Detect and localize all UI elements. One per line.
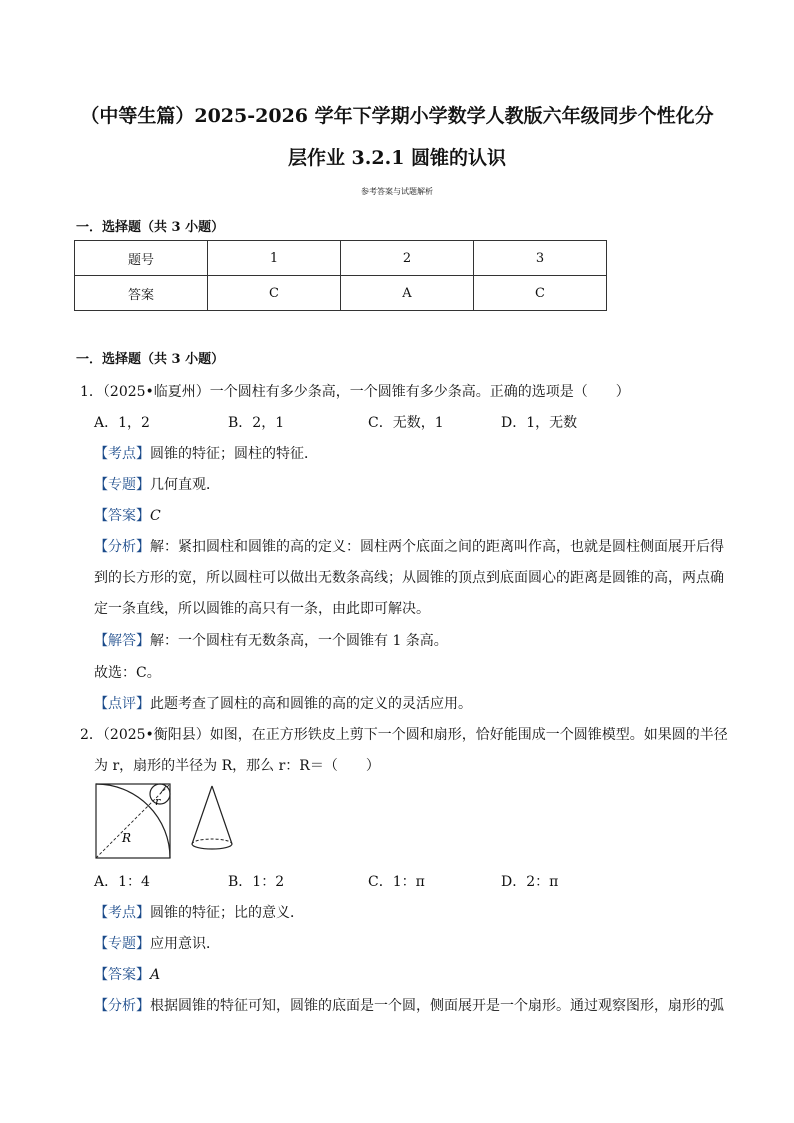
q1-stem: 1．（2025•临夏州）一个圆柱有多少条高，一个圆锥有多少条高。正确的选项是（ ） <box>80 384 630 400</box>
cone-base-front <box>192 844 232 849</box>
label-R: R <box>122 831 132 845</box>
q2-option-c: C．1：π <box>368 874 425 890</box>
q1-fenxi-line-2: 到的长方形的宽，所以圆柱可以做出无数条高线；从圆锥的顶点到底面圆心的距离是圆锥的高，两点确 <box>94 570 724 586</box>
q2-fenxi-line-1 <box>94 995 724 1015</box>
q2-option-a: A．1：4 <box>94 874 150 890</box>
zhuanti-text: 几何直观． <box>150 477 220 493</box>
label-r: r <box>155 795 161 808</box>
table-row <box>75 241 607 276</box>
square-cone-figure <box>94 782 244 860</box>
fenxi-text: 根据圆锥的特征可知，圆锥的底面是一个圆，侧面展开是一个扇形。通过观察图形，扇形的弧 <box>150 998 724 1014</box>
table-cell: 题号 <box>75 241 208 276</box>
table-row <box>75 276 607 311</box>
answer-table <box>74 240 607 311</box>
cone-right-side <box>212 786 232 844</box>
radius-line <box>160 786 166 794</box>
kaodian-text: 圆锥的特征；比的意义． <box>150 905 304 921</box>
kaodian-tag: 【考点】 <box>94 905 150 921</box>
q1-zhuanti <box>94 474 220 494</box>
jieda-text: 解：一个圆柱有无数条高，一个圆锥有 1 条高。 <box>150 633 448 649</box>
q1-option-c: C．无数，1 <box>368 415 444 431</box>
section-heading-2: 一．选择题（共 3 小题） <box>76 352 225 367</box>
dianping-tag: 【点评】 <box>94 696 150 712</box>
daan-tag: 【答案】 <box>94 967 150 983</box>
q2-daan <box>94 964 160 984</box>
fenxi-tag: 【分析】 <box>94 539 150 555</box>
kaodian-text: 圆锥的特征；圆柱的特征． <box>150 446 318 462</box>
q2-stem-line-2: 为 r，扇形的半径为 R，那么 r：R＝（ ） <box>94 758 380 774</box>
table-cell: 3 <box>474 241 607 276</box>
q2-kaodian <box>94 902 304 922</box>
fenxi-tag: 【分析】 <box>94 998 150 1014</box>
table-cell: A <box>341 276 474 311</box>
q1-option-b: B．2，1 <box>228 415 285 431</box>
q1-kaodian <box>94 443 318 463</box>
q1-option-a: A．1，2 <box>94 415 150 431</box>
q1-guxuan: 故选：C。 <box>94 665 161 681</box>
kaodian-tag: 【考点】 <box>94 446 150 462</box>
title-line-2: 层作业 3.2.1 圆锥的认识 <box>287 147 507 169</box>
title-line-1: （中等生篇）2025-2026 学年下学期小学数学人教版六年级同步个性化分 <box>80 105 714 127</box>
q1-option-d: D．1，无数 <box>501 415 578 431</box>
table-cell: 2 <box>341 241 474 276</box>
q1-daan <box>94 505 161 525</box>
q1-dianping <box>94 693 472 713</box>
table-cell: C <box>474 276 607 311</box>
table-cell: C <box>208 276 341 311</box>
zhuanti-text: 应用意识． <box>150 936 220 952</box>
section-heading-1: 一．选择题（共 3 小题） <box>76 220 225 235</box>
cone-left-side <box>192 786 212 844</box>
q1-jieda <box>94 630 448 650</box>
q1-fenxi-line-3: 定一条直线，所以圆锥的高只有一条，由此即可解决。 <box>94 601 430 617</box>
document-title <box>60 95 734 179</box>
q2-option-d: D．2：π <box>501 874 559 890</box>
q2-option-b: B．1：2 <box>228 874 285 890</box>
q2-zhuanti <box>94 933 220 953</box>
dianping-text: 此题考查了圆柱的高和圆锥的高的定义的灵活应用。 <box>150 696 472 712</box>
daan-tag: 【答案】 <box>94 508 150 524</box>
jieda-tag: 【解答】 <box>94 633 150 649</box>
zhuanti-tag: 【专题】 <box>94 477 150 493</box>
subtitle: 参考答案与试题解析 <box>361 187 433 196</box>
fenxi-text: 解：紧扣圆柱和圆锥的高的定义：圆柱两个底面之间的距离叫作高，也就是圆柱侧面展开后得 <box>150 539 724 555</box>
q1-fenxi-line-1 <box>94 536 724 556</box>
daan-text: C <box>150 508 161 524</box>
table-cell: 答案 <box>75 276 208 311</box>
daan-text: A <box>150 967 161 983</box>
table-cell: 1 <box>208 241 341 276</box>
cone-base-back <box>192 839 232 844</box>
q2-stem-line-1: 2．（2025•衡阳县）如图，在正方形铁皮上剪下一个圆和扇形，恰好能围成一个圆锥模型。如果圆的半径 <box>80 727 728 743</box>
zhuanti-tag: 【专题】 <box>94 936 150 952</box>
